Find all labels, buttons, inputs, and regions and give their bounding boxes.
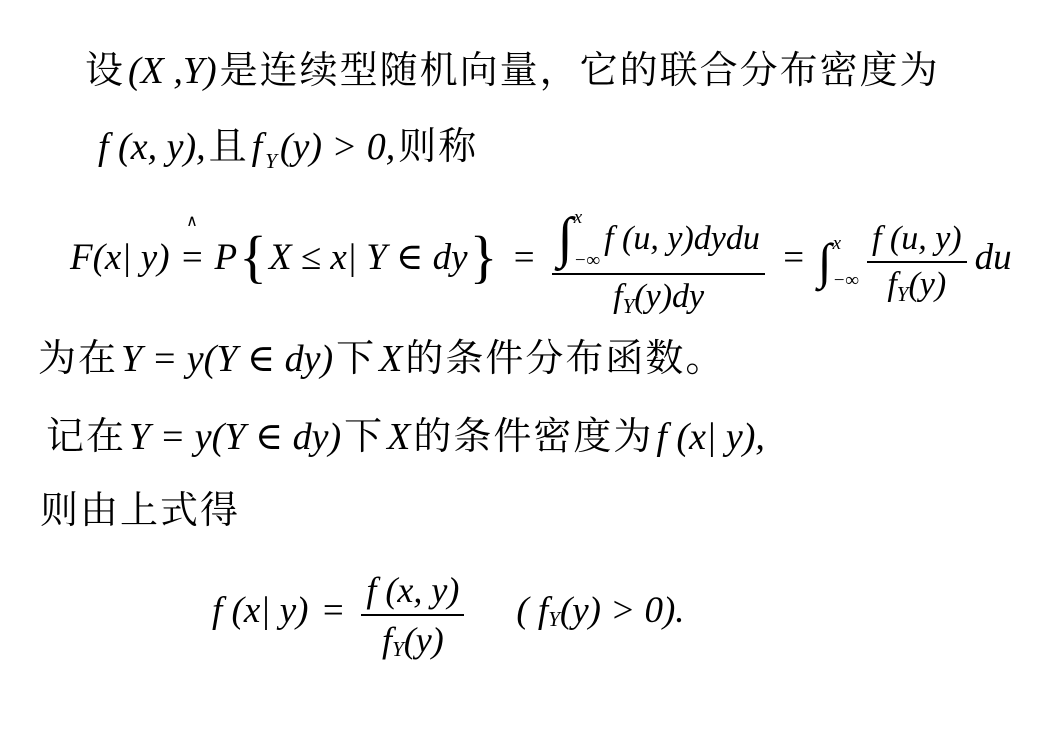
text-prefix: 为在: [38, 338, 119, 380]
fraction-denominator: [882, 265, 951, 305]
text-cdf-name: 的条件分布函数。: [405, 338, 726, 380]
math-integrand: f (u, y)dydu: [604, 220, 760, 257]
text-density-as: 的条件密度为: [413, 416, 654, 458]
math-P-symbol: P: [214, 236, 238, 278]
math-f: f: [382, 620, 393, 660]
fraction-numerator: [867, 219, 967, 259]
integral-icon: ∫: [817, 233, 832, 290]
math-random-vector: (X ,Y): [128, 50, 217, 92]
math-condition-rest: (y) > 0).: [559, 589, 685, 631]
math-condition-open: ( f: [516, 589, 549, 631]
math-f-x-given-y: f (x| y): [212, 589, 309, 631]
math-y: (y): [403, 620, 444, 660]
integral-icon: ∫: [557, 207, 573, 270]
math-f-x-given-y: f (x| y),: [656, 416, 765, 458]
math-event-body: X ≤ x| Y ∈ dy: [268, 237, 468, 278]
fraction-density-ratio: [867, 219, 967, 305]
math-y: (y): [908, 266, 947, 303]
math-subscript-Y: Y: [896, 281, 909, 306]
math-du: du: [974, 236, 1012, 278]
text-under: 下: [344, 416, 385, 458]
formula-conditional-cdf: [70, 192, 1012, 332]
equals-sign: =: [780, 236, 806, 278]
math-X: X: [379, 338, 403, 380]
math-f: f: [887, 266, 897, 303]
upper-limit: x: [832, 233, 841, 254]
math-f-xy: f (x, y): [366, 570, 460, 610]
math-f: f: [613, 278, 623, 315]
math-joint-density: f (x, y),: [98, 126, 206, 168]
fraction-denominator: [377, 618, 449, 662]
paragraph-cdf-name: [38, 336, 725, 384]
fraction-numerator: [552, 207, 765, 271]
formula-conditional-density: [212, 556, 685, 674]
math-F-given-y: F(x| y): [70, 236, 170, 278]
lower-limit: −∞: [573, 250, 601, 271]
integral-group: [818, 234, 863, 290]
math-marginal-positive: (y) > 0,: [279, 126, 396, 168]
text-intro-prefix: 设: [85, 50, 126, 92]
paragraph-intro: [85, 48, 940, 96]
math-f-uy: f (u, y): [871, 220, 962, 257]
upper-limit: x: [573, 207, 583, 228]
equals-sign: =: [320, 589, 346, 631]
lower-limit: −∞: [832, 270, 859, 291]
integral-limits: [833, 234, 859, 290]
text-denote: 记在: [46, 416, 127, 458]
paragraph-density-condition: [95, 124, 478, 172]
caret-accent-icon: ∧: [186, 212, 198, 230]
math-condition: Y = y(Y ∈ dy): [121, 338, 334, 380]
left-brace: {: [239, 224, 267, 289]
fraction-numerator: [361, 568, 464, 612]
integral-group: [557, 208, 604, 270]
math-subscript-Y: Y: [622, 293, 635, 318]
equals-sign: =: [511, 236, 537, 278]
text-then-called: 则称: [398, 126, 479, 168]
integral-limits: [574, 208, 600, 270]
paragraph-then-from-above: [40, 488, 240, 536]
fraction-integral-ratio: [552, 207, 765, 317]
math-subscript-Y: Y: [392, 636, 404, 661]
equals-sign: =: [179, 236, 205, 278]
math-subscript-Y: Y: [548, 606, 560, 631]
text-under: 下: [336, 338, 377, 380]
fraction-density-ratio: [361, 568, 464, 662]
math-ydy: (y)dy: [634, 278, 705, 315]
text-intro-suffix: 是连续型随机向量，它的联合分布密度为: [219, 50, 940, 92]
defined-equals: [179, 212, 205, 279]
text-and: 且: [208, 126, 249, 168]
fraction-denominator: [608, 277, 709, 317]
math-subscript-Y: Y: [265, 149, 277, 173]
fraction-bar: [867, 261, 967, 263]
math-X: X: [387, 416, 411, 458]
text-then-from-above: 则由上式得: [40, 490, 241, 532]
paragraph-density-name: [46, 414, 768, 462]
right-brace: }: [469, 224, 498, 289]
fraction-bar: [552, 273, 765, 275]
math-condition: Y = y(Y ∈ dy): [129, 416, 342, 458]
math-marginal-f: f: [251, 126, 263, 168]
fraction-bar: [361, 614, 464, 616]
